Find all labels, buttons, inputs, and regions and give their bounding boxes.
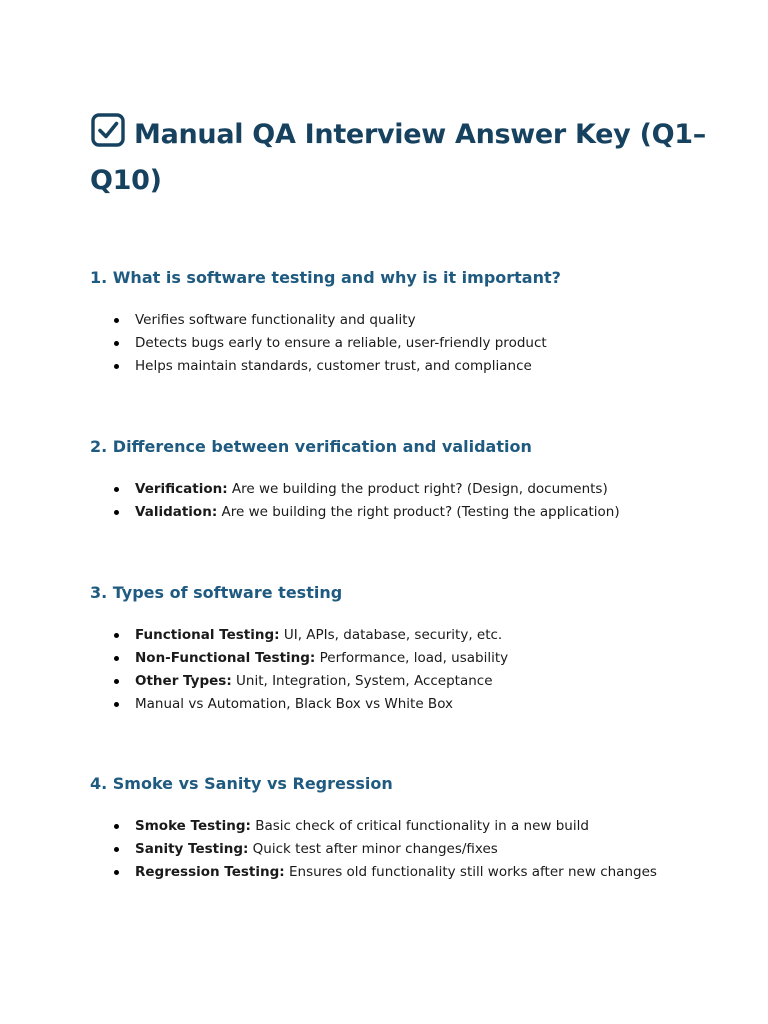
bullet-label: Sanity Testing: xyxy=(135,841,249,857)
bullet-list xyxy=(90,478,710,524)
section-heading: 2. Difference between verification and validation xyxy=(90,437,532,456)
section-heading: 3. Types of software testing xyxy=(90,583,343,602)
page-title-text: Manual QA Interview Answer Key (Q1–Q10) xyxy=(90,119,706,196)
page-title xyxy=(90,112,710,204)
bullet-label: Validation: xyxy=(135,504,218,520)
bullet-text: Basic check of critical functionality in a new build xyxy=(250,818,589,834)
section-3 xyxy=(90,582,710,716)
bullet-text: Are we building the right product? (Testing the application) xyxy=(217,504,620,520)
section-2 xyxy=(90,436,710,524)
list-item xyxy=(90,838,710,861)
bullet-list xyxy=(90,624,710,716)
bullet-list xyxy=(90,815,710,884)
bullet-text: Are we building the product right? (Design, documents) xyxy=(227,481,608,497)
list-item xyxy=(90,693,710,716)
bullet-label: Other Types: xyxy=(135,673,232,689)
bullet-label: Non-Functional Testing: xyxy=(135,650,316,666)
bullet-label: Regression Testing: xyxy=(135,864,285,880)
section-1 xyxy=(90,267,710,378)
section-heading: 1. What is software testing and why is it important? xyxy=(90,268,561,287)
bullet-text: Detects bugs early to ensure a reliable, user-friendly product xyxy=(135,335,547,351)
bullet-text: Ensures old functionality still works after new changes xyxy=(284,864,657,880)
list-item xyxy=(90,624,710,647)
bullet-label: Smoke Testing: xyxy=(135,818,251,834)
list-item xyxy=(90,501,710,524)
list-item xyxy=(90,332,710,355)
list-item xyxy=(90,309,710,332)
bullet-label: Verification: xyxy=(135,481,228,497)
bullet-label: Functional Testing: xyxy=(135,627,280,643)
bullet-list xyxy=(90,309,710,378)
bullet-text: UI, APIs, database, security, etc. xyxy=(279,627,503,643)
bullet-text: Manual vs Automation, Black Box vs White Box xyxy=(135,696,454,712)
section-heading: 4. Smoke vs Sanity vs Regression xyxy=(90,774,393,793)
list-item xyxy=(90,670,710,693)
list-item xyxy=(90,478,710,501)
bullet-text: Verifies software functionality and quality xyxy=(135,312,416,328)
list-item xyxy=(90,355,710,378)
list-item xyxy=(90,861,710,884)
list-item xyxy=(90,815,710,838)
bullet-text: Unit, Integration, System, Acceptance xyxy=(231,673,493,689)
section-4 xyxy=(90,773,710,884)
bullet-text: Helps maintain standards, customer trust, and compliance xyxy=(135,358,532,374)
bullet-text: Quick test after minor changes/fixes xyxy=(248,841,498,857)
document-page xyxy=(90,112,710,204)
check-box-icon xyxy=(90,112,126,148)
bullet-text: Performance, load, usability xyxy=(315,650,509,666)
list-item xyxy=(90,647,710,670)
